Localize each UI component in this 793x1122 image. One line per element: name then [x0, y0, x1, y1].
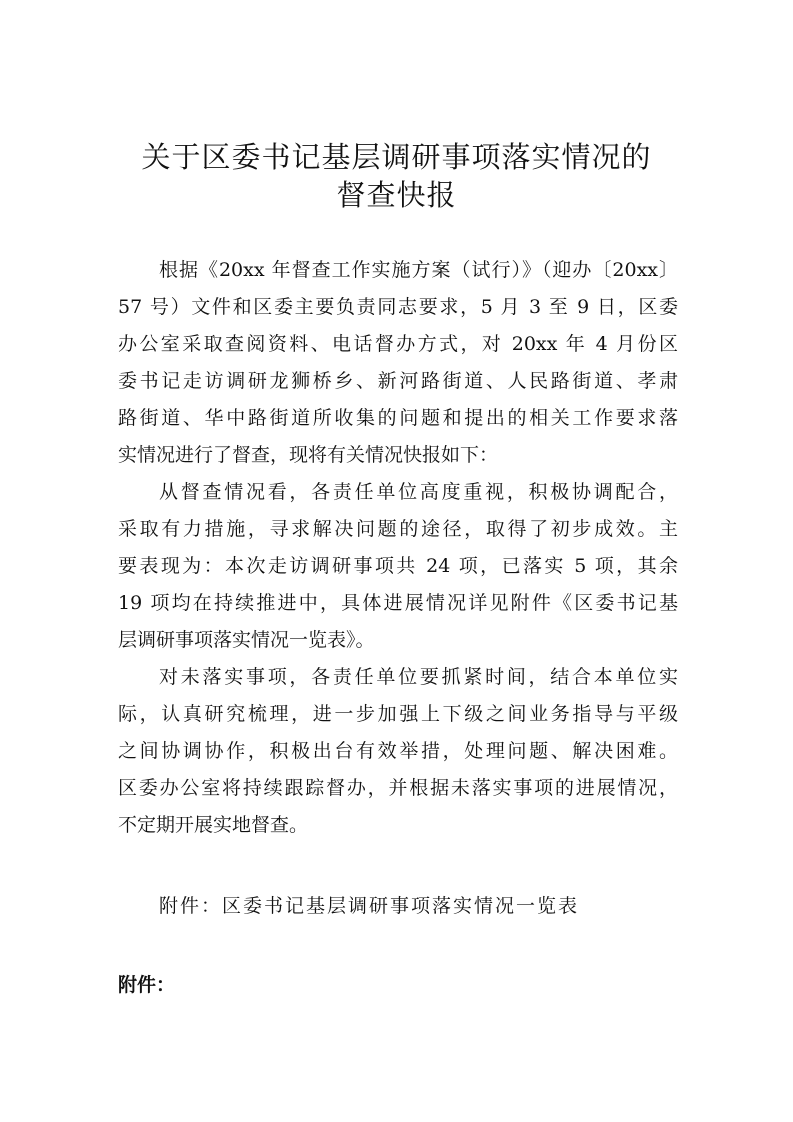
- paragraph-line: 不定期开展实地督查。: [118, 814, 309, 836]
- paragraph-line: 区委办公室将持续跟踪督办，并根据未落实事项的进展情况，: [118, 777, 678, 799]
- paragraph-line: 路街道、华中路街道所收集的问题和提出的相关工作要求落: [118, 407, 678, 429]
- paragraph: [118, 474, 678, 659]
- paragraph-line: 57 号）文件和区委主要负责同志要求，5 月 3 至 9 日，区委: [118, 296, 678, 318]
- paragraph: [118, 659, 678, 844]
- paragraph-line: 际，认真研究梳理，进一步加强上下级之间业务指导与平级: [118, 703, 678, 725]
- paragraph: [118, 252, 678, 474]
- paragraph-line: 实情况进行了督查，现将有关情况快报如下：: [118, 444, 499, 466]
- document-title-line-1: 关于区委书记基层调研事项落实情况的: [141, 140, 652, 174]
- paragraph-line: 办公室采取查阅资料、电话督办方式，对 20xx 年 4 月份区: [118, 333, 678, 355]
- document-body: [118, 252, 678, 844]
- paragraph-line: 之间协调协作，积极出台有效举措，处理问题、解决困难。: [118, 740, 678, 762]
- paragraph-line: 要表现为：本次走访调研事项共 24 项，已落实 5 项，其余: [118, 555, 678, 577]
- attachment-heading: 附件：: [118, 974, 176, 996]
- paragraph-line: 根据《20xx 年督查工作实施方案（试行）》（迎办〔20xx〕: [159, 259, 678, 281]
- paragraph-line: 19 项均在持续推进中，具体进展情况详见附件《区委书记基: [118, 592, 678, 614]
- attachment-note: 附件：区委书记基层调研事项落实情况一览表: [159, 895, 580, 917]
- paragraph-line: 委书记走访调研龙狮桥乡、新河路街道、人民路街道、孝肃: [118, 370, 678, 392]
- paragraph-line: 对未落实事项，各责任单位要抓紧时间，结合本单位实: [159, 666, 678, 688]
- document-title-line-2: 督查快报: [336, 178, 457, 212]
- paragraph-line: 层调研事项落实情况一览表》。: [118, 629, 375, 651]
- paragraph-line: 采取有力措施，寻求解决问题的途径，取得了初步成效。主: [118, 518, 678, 540]
- paragraph-line: 从督查情况看，各责任单位高度重视，积极协调配合，: [159, 481, 678, 503]
